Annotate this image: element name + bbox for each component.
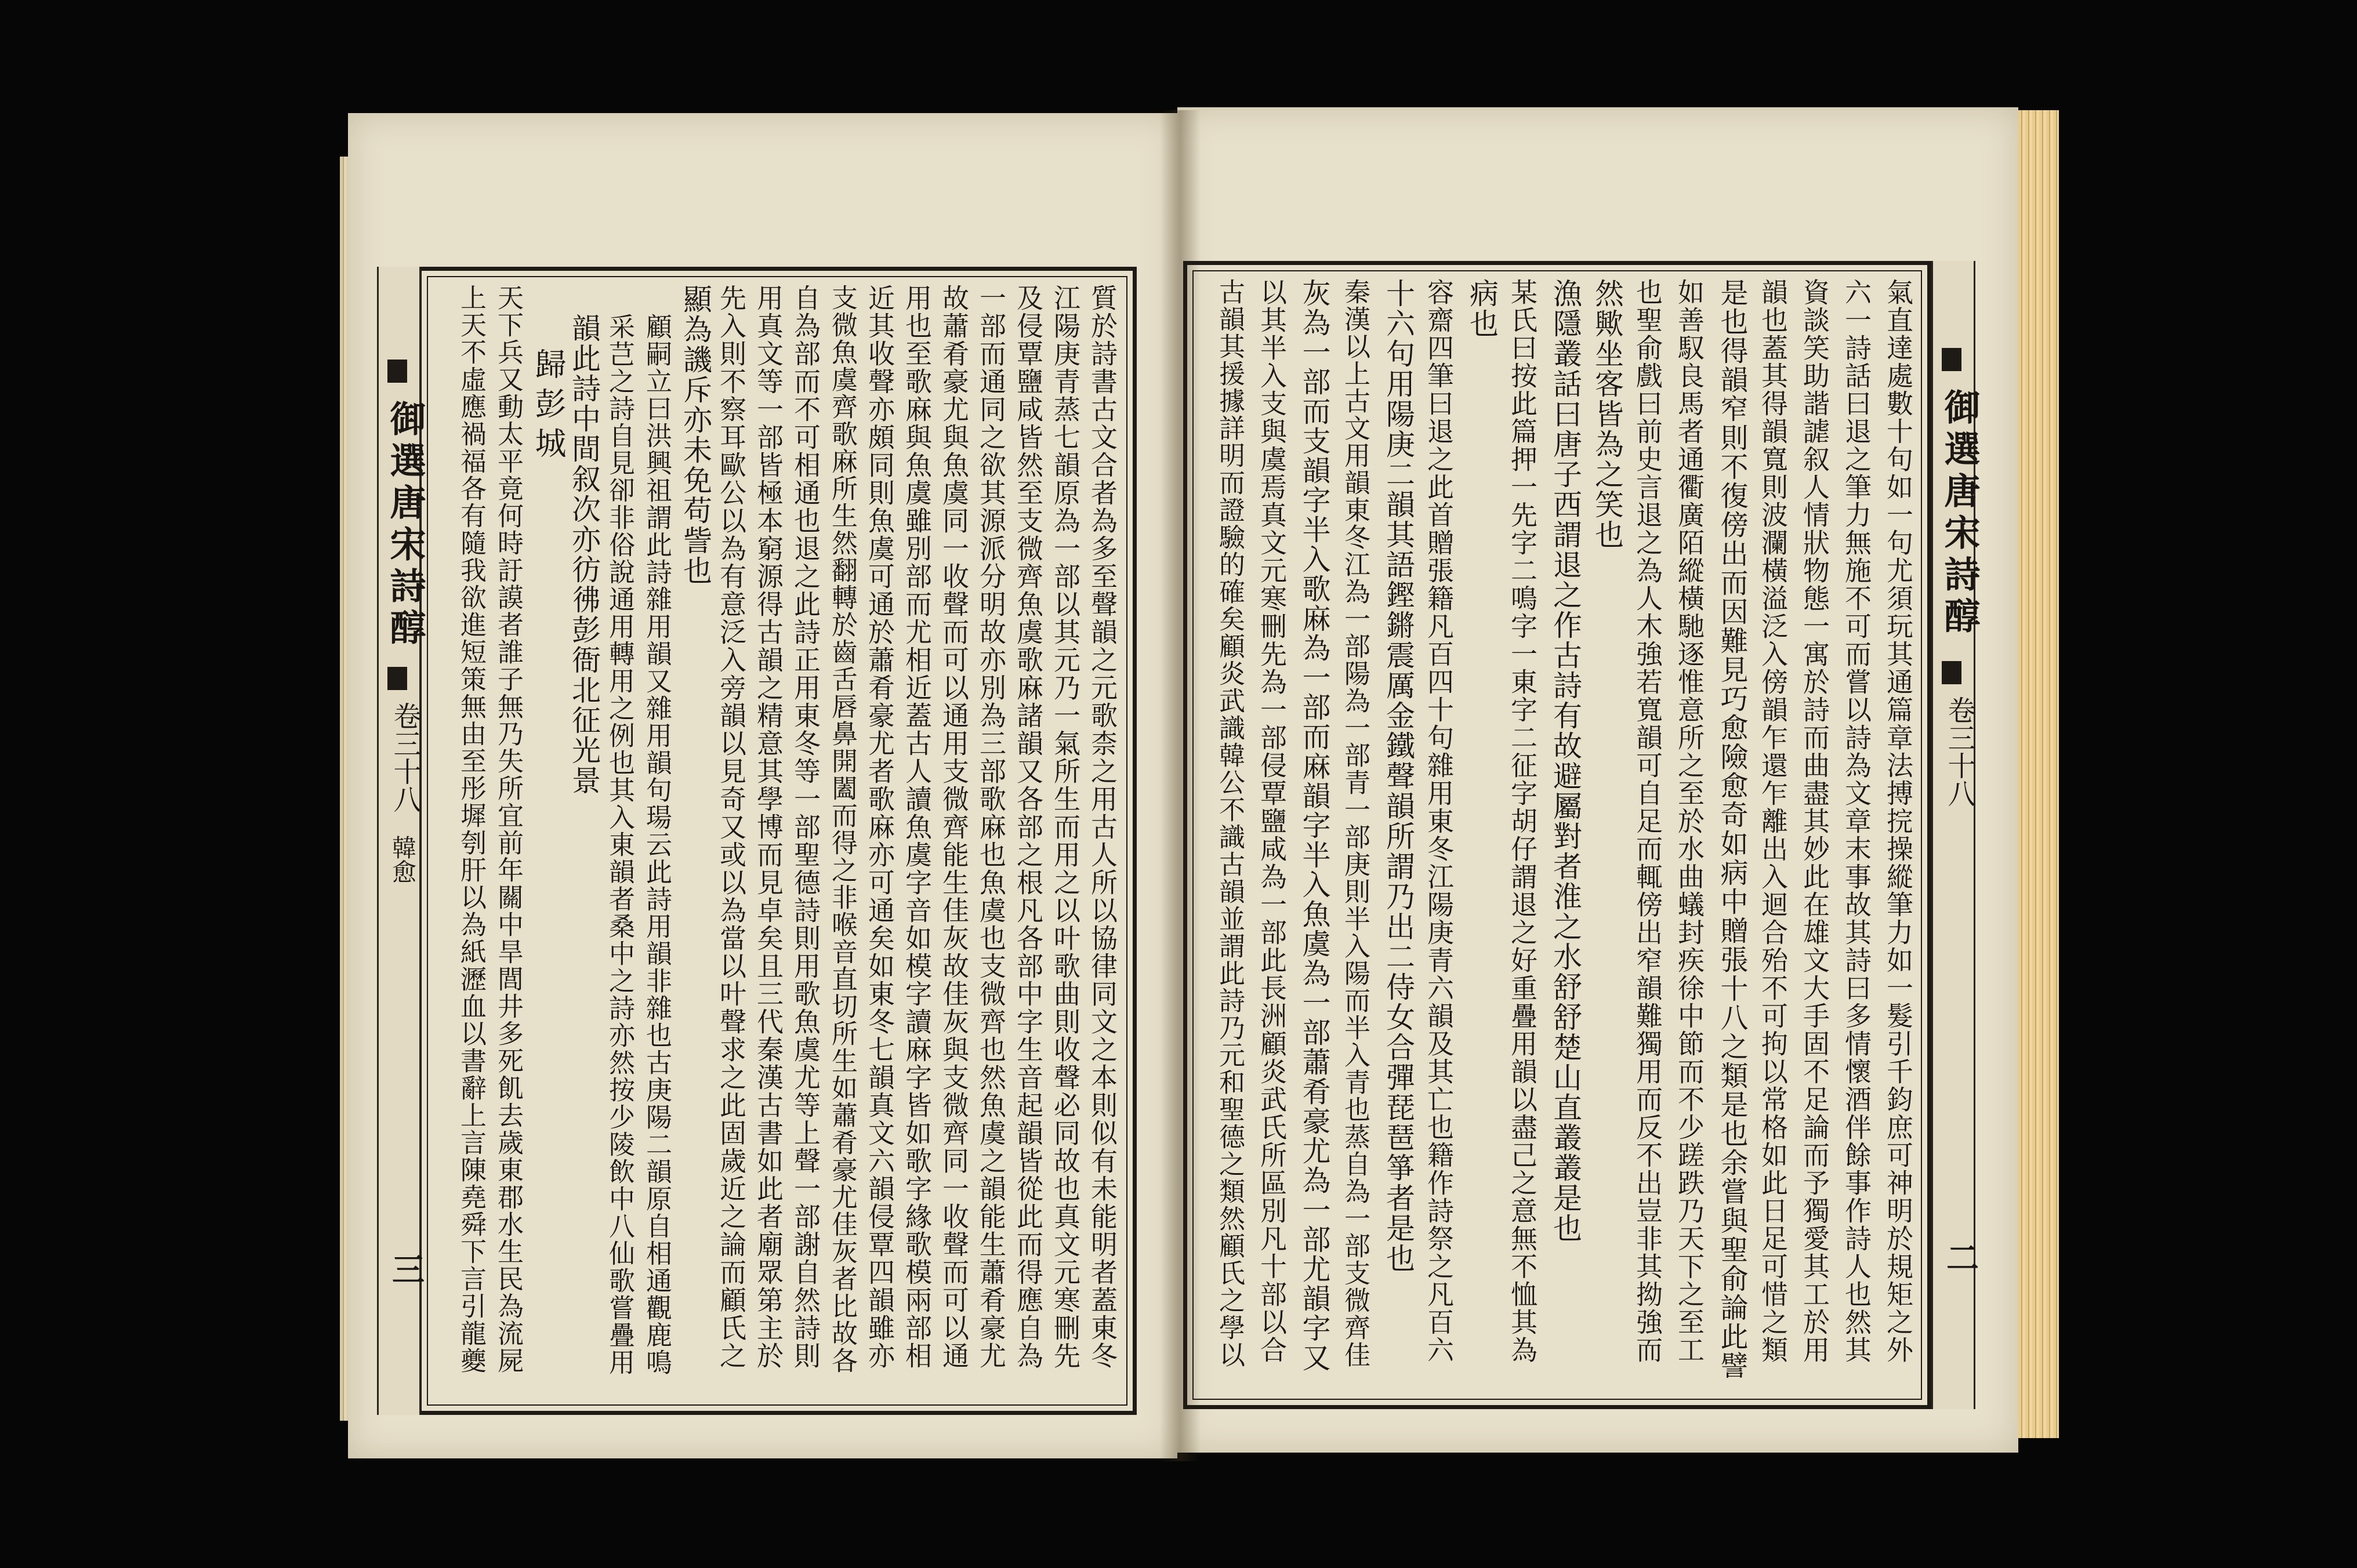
right-margin-volume: 卷三十八 bbox=[1943, 696, 1975, 807]
page-block-edge-right bbox=[2018, 110, 2059, 1438]
fishtail-mark bbox=[1942, 661, 1961, 684]
text-column: 灰為一部而支韻字半入歌麻為一部而麻韻字半入魚虞為一部蕭肴豪尤為一部尤韻字又 bbox=[1298, 278, 1331, 1373]
text-column: 自為部而不可相通也退之此詩正用東冬等一部聖德詩則用歌魚虞尤等上聲一部謝自然詩則 bbox=[790, 284, 821, 1370]
text-column: 氣直達處數十句如一句尤須玩其通篇章法搏捖操縱筆力如一髮引千鈞庶可神明於規矩之外 bbox=[1883, 278, 1914, 1364]
text-column: 一部而通同之欲其源派分明故亦別為三部歌麻也魚虞也支微齊也然魚虞之韻能生蕭肴豪尤 bbox=[976, 284, 1007, 1370]
text-column: 資談笑助諧謔叙人情狀物態一寓於詩而曲盡其妙此在雄文大手固不足論而予獨愛其工於用 bbox=[1799, 278, 1830, 1364]
left-margin-author: 韓愈 bbox=[389, 835, 417, 884]
text-column: 以其半入支與虞焉真文元寒刪先為一部侵覃鹽咸為一部此長洲顧炎武氏所區別凡十部以合 bbox=[1256, 278, 1288, 1364]
text-column: 如善馭良馬者通衢廣陌縱橫馳逐惟意所之至於水曲蟻封疾徐中節而不少蹉跌乃天下之至工 bbox=[1674, 278, 1705, 1364]
text-column: 六一詩話曰退之筆力無施不可而嘗以詩為文章末事故其詩曰多情懷酒伴餘事作詩人也然其 bbox=[1841, 278, 1872, 1364]
left-page-number: 三 bbox=[387, 1253, 425, 1285]
text-column: 病也 bbox=[1465, 278, 1499, 339]
text-column: 也聖俞戲曰前史言退之為人木強若寬韻可自足而輒傍出窄韻難獨用而反不出豈非其拗強而 bbox=[1632, 278, 1663, 1364]
text-column: 質於詩書古文合者為多至聲韻之元歌柰之用古人所以協律同文之本則似有未能明者蓋東冬 bbox=[1087, 284, 1118, 1370]
text-column: 十六句用陽庚二韻其語鏗鏘震厲金鐵聲韻所謂乃出二侍女合彈琵琶箏者是也 bbox=[1381, 278, 1415, 1273]
text-column: 支微魚虞齊歌麻所生然翻轉於齒舌唇鼻開闔而得之非喉音直切所生如蕭肴豪尤佳灰者比故各 bbox=[827, 284, 858, 1374]
left-margin-volume: 卷三十八 bbox=[389, 702, 421, 813]
text-column: 容齋四筆曰退之此首贈張籍凡百四十句雜用東冬江陽庚青六韻及其亡也籍作詩祭之凡百六 bbox=[1423, 278, 1455, 1364]
text-column: 故蕭肴豪尤與魚虞同一收聲而可以通用支微齊能生佳灰故佳灰與支微齊同一收聲而可以通 bbox=[938, 284, 970, 1370]
text-column: 用真文等一部皆極本窮源得古韻之精意其學博而見卓矣且三代秦漢古書如此者廟眾第主於 bbox=[753, 284, 784, 1370]
fishtail-mark bbox=[387, 667, 407, 690]
right-page-number: 二 bbox=[1941, 1241, 1979, 1273]
text-column: 顧嗣立曰洪興祖謂此詩雜用韻又雜用韻句瑒云此詩用韻非雜也古庚陽二韻原自相通觀鹿鳴 bbox=[641, 313, 672, 1376]
open-book bbox=[325, 87, 2059, 1479]
poem-line: 上天不虛應禍福各有隨我欲進短策無由至彤墀刳肝以為紙瀝血以書辭上言陳堯舜下言引龍夔 bbox=[456, 284, 487, 1374]
text-column: 韻也蓋其得韻寬則波瀾橫溢泛入傍韻乍還乍離出入迴合殆不可拘以常格如此日足可惜之類 bbox=[1757, 278, 1789, 1364]
text-column: 漁隱叢話曰唐子西謂退之作古詩有故避屬對者淮之水舒舒楚山直叢叢是也 bbox=[1549, 278, 1582, 1243]
poem-title: 歸彭城 bbox=[530, 348, 567, 466]
text-column: 近其收聲亦頗同則魚虞可通於蕭肴豪尤者歌麻亦可通矣如東冬七韻真文六韻侵覃四韻雖亦 bbox=[864, 284, 895, 1370]
text-column: 古韻其援據詳明而證驗的確矣顧炎武識韓公不識古韻並謂此詩乃元和聖德之類然顧氏之學以 bbox=[1214, 278, 1245, 1369]
text-column: 秦漢以上古文用韻東冬江為一部陽為一部青一部庚則半入陽而半入青也蒸自為一部支微齊佳 bbox=[1340, 278, 1370, 1369]
fishtail-mark bbox=[1942, 348, 1961, 371]
text-column: 及侵覃鹽咸皆然至支微齊魚虞歌麻諸韻又各部之根凡各部中字生音起韻皆從此而得應自為 bbox=[1013, 284, 1044, 1370]
poem-line: 天下兵又動太平竟何時訏謨者誰子無乃失所宜前年關中旱閭井多死飢去歲東郡水生民為流屍 bbox=[493, 284, 524, 1374]
text-column: 用也至歌麻與魚虞雖別部而尤相近蓋古人讀魚虞字音如模字讀麻字皆如歌字緣歌模兩部相 bbox=[901, 284, 933, 1370]
text-column: 顯為譏斥亦未免苟訾也 bbox=[679, 284, 712, 586]
left-margin-title: 御選唐宋詩醇 bbox=[384, 400, 426, 651]
text-column: 然歟坐客皆為之笑也 bbox=[1590, 278, 1624, 550]
text-column: 是也得韻窄則不復傍出而因難見巧愈險愈奇如病中贈張十八之類是也余嘗與聖俞論此譬 bbox=[1716, 278, 1748, 1380]
text-column: 江陽庚青蒸七韻原為一部以其元乃一氣所生而用之以叶歌曲則收聲必同故也真文元寒刪先 bbox=[1050, 284, 1081, 1370]
right-margin-title: 御選唐宋詩醇 bbox=[1938, 389, 1981, 639]
text-column: 某氏曰按此篇押一先字二鳴字一東字二征字胡仔謂退之好重疊用韻以盡己之意無不恤其為 bbox=[1507, 278, 1538, 1364]
text-column: 采芑之詩自見卻非俗說通用轉用之例也其入東韻者桑中之詩亦然按少陵飲中八仙歌嘗疊用 bbox=[604, 313, 635, 1376]
fishtail-mark bbox=[387, 360, 407, 383]
text-column: 先入則不察耳歐公以為有意泛入旁韻以見奇又或以為當以叶聲求之此固歲近之論而顧氏之 bbox=[716, 284, 747, 1370]
text-column: 韻此詩中間叙次亦彷彿彭衙北征光景 bbox=[567, 313, 601, 796]
